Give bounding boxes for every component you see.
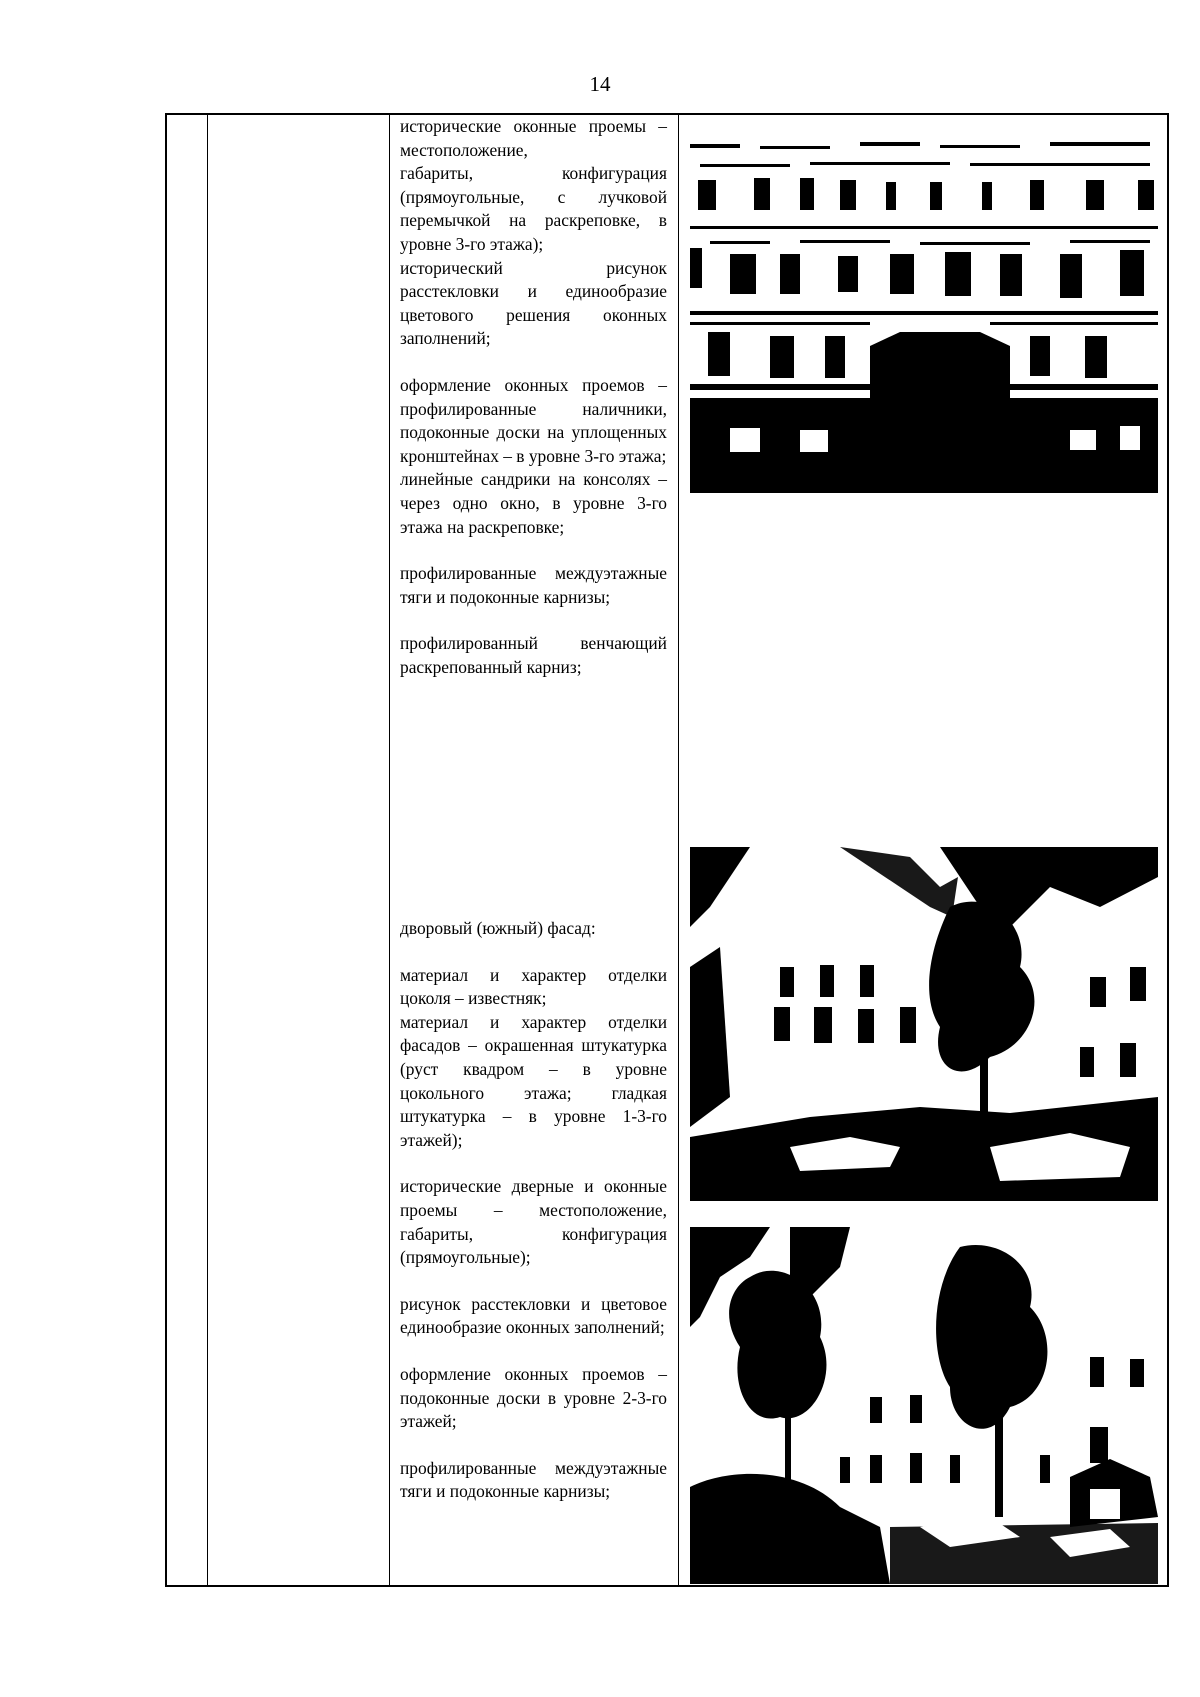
- text-paragraph: габариты, конфигурация (прямоугольные, с лучковой перемычкой на раскреповке, в уровне 3-го этажа);: [400, 163, 667, 254]
- column-divider-1: [207, 115, 208, 1585]
- text-paragraph: оформление оконных проемов – профилированные наличники, подоконные доски на уплощенных кронштейнах – в уровне 3-го этажа;: [400, 374, 667, 466]
- text-paragraph: рисунок расстекловки и цветовое единообразие оконных заполнений;: [400, 1293, 667, 1338]
- text-paragraph: материал и характер отделки цоколя – известняк;: [400, 964, 667, 1009]
- column-divider-3: [678, 115, 679, 1585]
- photo-street-facade-windows: [690, 136, 1158, 493]
- photo-courtyard-facade-2: [690, 1227, 1158, 1584]
- text-paragraph: оформление оконных проемов – подоконные доски в уровне 2-3-го этажей;: [400, 1363, 667, 1432]
- text-paragraph: исторические дверные и оконные проемы – местоположение, габариты, конфигурация (прямоугольные);: [400, 1176, 667, 1268]
- photo-courtyard-facade-1: [690, 847, 1158, 1201]
- text-paragraph: дворовый (южный) фасад:: [400, 918, 596, 938]
- page-number: 14: [589, 72, 611, 96]
- text-paragraph: профилированные междуэтажные тяги и подоконные карнизы;: [400, 1457, 667, 1502]
- text-paragraph: линейные сандрики на консолях – через одно окно, в уровне 3-го этажа на раскреповке;: [400, 469, 667, 537]
- text-paragraph: профилированные междуэтажные тяги и подоконные карнизы;: [400, 563, 667, 607]
- text-paragraph: исторический рисунок расстекловки и единообразие цветового решения оконных заполнений;: [400, 257, 667, 349]
- column-divider-2: [389, 115, 390, 1585]
- text-paragraph: исторические оконные проемы – местоположение,: [400, 116, 667, 160]
- protected-features-text-1: [400, 115, 667, 679]
- text-paragraph: профилированный венчающий раскрепованный карниз;: [400, 633, 667, 677]
- text-paragraph: материал и характер отделки фасадов – окрашенная штукатурка (руст квадром – в уровне цокольного этажа; гладкая штукатурка – в уровне 1-3-го этажей);: [400, 1011, 667, 1150]
- protected-features-text-2: [400, 917, 667, 1504]
